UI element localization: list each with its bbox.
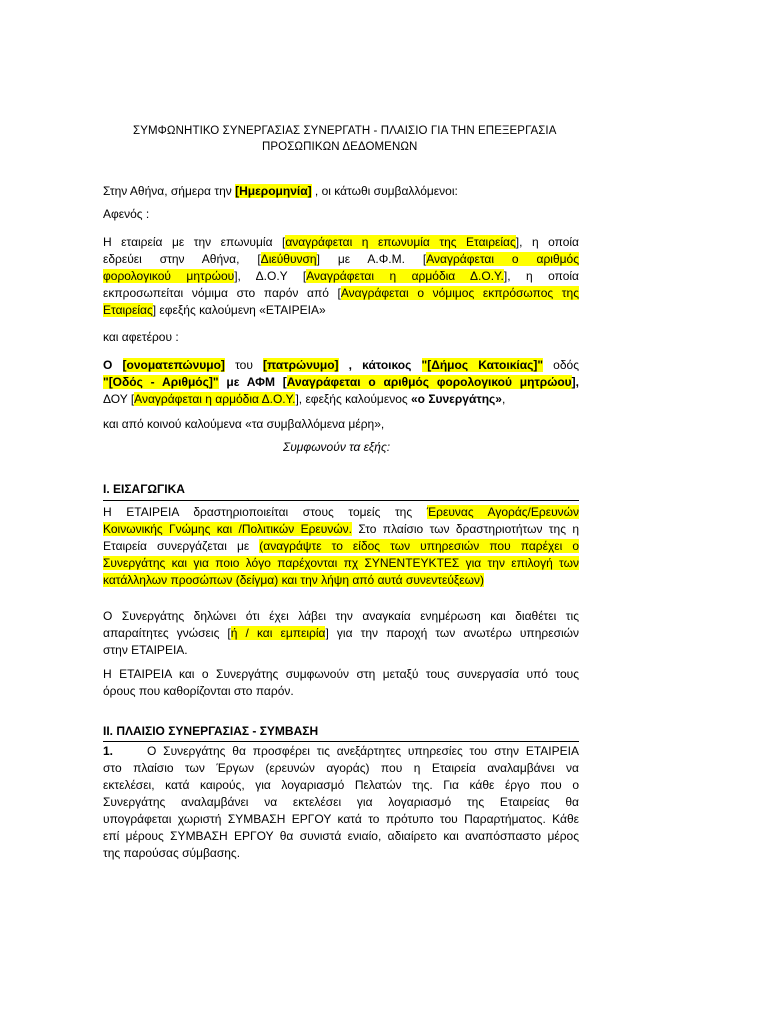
party2-l3-text-d: , — [501, 392, 506, 406]
s1-p1-l3-text: Εταιρεία συνεργάζεται με — [103, 539, 260, 553]
party1-representative-placeholder-cont: Εταιρείας — [103, 303, 153, 317]
party1-afm-placeholder: Αναγράφεται ο αριθμός — [426, 252, 579, 266]
s1-services-placeholder-end: κατάλληλων προσώπων (δείγμα) και την λήψη από αυτά συνεντεύξεων) — [103, 573, 484, 587]
party1-line4 — [103, 286, 579, 301]
party2-street-placeholder: "[Οδός - Αριθμός]" — [103, 375, 219, 389]
section1-p2-line1: Ο Συνεργάτης δηλώνει ότι έχει λάβει την αναγκαία ενημέρωση και διαθέτει τις — [103, 609, 579, 623]
party1-l2-text-a: εδρεύει στην Αθήνα, [ — [103, 252, 261, 266]
party1-representative-placeholder: Αναγράφεται ο νόμιμος εκπρόσωπος της — [340, 286, 579, 300]
party1-l3-text-b: ], η οποία — [503, 269, 579, 283]
section2-line6: επί μέρους ΣΥΜΒΑΣΗ ΕΡΓΟΥ θα συνιστά ενιαίο, αδιαίρετο και αναπόσπαστο μέρος — [103, 829, 579, 843]
party1-line1 — [103, 235, 579, 250]
party2-line3 — [103, 392, 505, 407]
section1-p1-line2 — [103, 522, 579, 537]
intro-post: , οι κάτωθι συμβαλλόμενοι: — [311, 184, 458, 198]
s1-services-placeholder-cont: Συνεργάτης και για ποιο λόγο παρέχονται πχ ΣΥΝΕΝΤΕΥΚΤΕΣ για την επιλογή των — [103, 556, 579, 570]
section2-line3: εκτελέσει, κατά καιρούς, για λογαριασμό Πελατών της. Για κάθε έργο που ο — [103, 778, 579, 792]
intro-line — [103, 184, 458, 199]
s1-research-fields-placeholder: Έρευνας Αγοράς/Ερευνών — [426, 505, 579, 519]
party1-line5 — [103, 303, 326, 318]
party1-l1-text-a: Η εταιρεία με την επωνυμία [ — [103, 235, 286, 249]
section1-p1-line3 — [103, 539, 579, 554]
party1-l5-text: ] εφεξής καλούμενη «ΕΤΑΙΡΕΙΑ» — [152, 303, 326, 317]
section2-num: 1. — [103, 744, 114, 758]
s1-research-fields-placeholder-cont: Κοινωνικής Γνώμης και /Πολιτικών Ερευνών. — [103, 522, 353, 536]
section1-rule — [103, 500, 579, 501]
party2-l2-text-b: ], — [571, 375, 579, 389]
document-title-line2: ΠΡΟΣΩΠΙΚΩΝ ΔΕΔΟΜΕΝΩΝ — [262, 141, 418, 153]
section1-p1-line1 — [103, 505, 579, 520]
s1-services-placeholder: (αναγράψτε το είδος των υπηρεσιών που παρέχει ο — [259, 539, 579, 553]
date-placeholder: [Ημερομηνία] — [235, 184, 312, 198]
party1-l1-text-b: ], η οποία — [515, 235, 579, 249]
party2-doy-placeholder: Αναγράφεται η αρμόδια Δ.Ο.Υ. — [134, 392, 296, 406]
party2-l1-text-b: του — [224, 358, 264, 372]
section1-heading: Ι. ΕΙΣΑΓΩΓΙΚΑ — [103, 482, 185, 496]
party2-l1-text-c: , κάτοικος — [338, 358, 422, 372]
party2-l3-text-b: ], εφεξής καλούμενος — [295, 392, 411, 406]
section2-rule — [103, 741, 579, 742]
common-name-line: και από κοινού καλούμενα «τα συμβαλλόμενα μέρη», — [103, 417, 385, 431]
s1-p1-l1-text: Η ΕΤΑΙΡΕΙΑ δραστηριοποιείται στους τομείς της — [103, 505, 427, 519]
section1-p2-line2 — [103, 626, 579, 641]
agree-line: Συμφωνούν τα εξής: — [283, 440, 391, 454]
party1-company-name-placeholder: αναγράφεται η επωνυμία της Εταιρείας — [285, 235, 516, 249]
party1-label: Αφενός : — [103, 207, 150, 221]
section2-line7: της παρούσας σύμβασης. — [103, 846, 241, 860]
party2-fullname-placeholder: [ονοματεπώνυμο] — [122, 358, 225, 372]
party2-label: και αφετέρου : — [103, 330, 179, 344]
s1-experience-placeholder: ή / και εμπειρία — [230, 626, 326, 640]
party1-l2-text-b: ] με Α.Φ.Μ. [ — [316, 252, 427, 266]
party1-afm-placeholder-cont: φορολογικού μητρώου — [103, 269, 235, 283]
party2-called-as: «ο Συνεργάτης» — [410, 392, 502, 406]
party2-fathername-placeholder: [πατρώνυμο] — [263, 358, 339, 372]
party1-doy-placeholder: Αναγράφεται η αρμόδια Δ.Ο.Υ. — [306, 269, 504, 283]
section1-p3-line1: Η ΕΤΑΙΡΕΙΑ και ο Συνεργάτης συμφωνούν στη μεταξύ τους συνεργασία υπό τους — [103, 667, 579, 681]
party2-afm-placeholder: Αναγράφεται ο αριθμός φορολογικού μητρώου — [286, 375, 572, 389]
s1-p2-l2-text-a: απαραίτητες γνώσεις [ — [103, 626, 231, 640]
document-title-line1: ΣΥΜΦΩΝΗΤΙΚΟ ΣΥΝΕΡΓΑΣΙΑΣ ΣΥΝΕΡΓΑΤΗ - ΠΛΑΙΣΙΟ ΓΙΑ ΤΗΝ ΕΠΕΞΕΡΓΑΣΙΑ — [133, 125, 557, 137]
party2-l3-text-a: ΔΟΥ [ — [103, 392, 135, 406]
s1-p2-l2-text-b: ] για την παροχή των ανωτέρω υπηρεσιών — [325, 626, 579, 640]
party1-line2 — [103, 252, 579, 267]
section2-line4: Συνεργάτης αναλαμβάνει να εκτελέσει για λογαριασμό της Εταιρείας θα — [103, 795, 579, 809]
s1-p1-l2-text: Στο πλαίσιο των δραστηριοτήτων της η — [352, 522, 579, 536]
party1-line3 — [103, 269, 579, 284]
party2-l1-text-d: οδός — [543, 358, 579, 372]
party2-l1-text-a: Ο — [103, 358, 123, 372]
party2-line2 — [103, 375, 579, 390]
section1-p3-line2: όρους που καθορίζονται στο παρόν. — [103, 684, 294, 698]
section2-line1: Ο Συνεργάτης θα προσφέρει τις ανεξάρτητες υπηρεσίες του στην ΕΤΑΙΡΕΙΑ — [147, 744, 579, 758]
party1-l3-text-a: ], Δ.Ο.Υ [ — [234, 269, 307, 283]
party2-l2-text-a: με ΑΦΜ [ — [218, 375, 287, 389]
party2-line1 — [103, 358, 579, 373]
party1-l4-text-a: εκπροσωπείται νόμιμα στο παρόν από [ — [103, 286, 341, 300]
party2-municipality-placeholder: "[Δήμος Κατοικίας]" — [421, 358, 544, 372]
section2-item-number — [103, 744, 113, 759]
section1-p1-line4 — [103, 556, 579, 571]
section2-line5: υπογράφεται χωριστή ΣΥΜΒΑΣΗ ΕΡΓΟΥ κατά το πρότυπο του Παραρτήματος. Κάθε — [103, 812, 579, 826]
section2-heading: ΙΙ. ΠΛΑΙΣΙΟ ΣΥΝΕΡΓΑΣΙΑΣ - ΣΥΜΒΑΣΗ — [103, 724, 319, 738]
section1-p1-line5 — [103, 573, 484, 588]
section2-line2: στο πλαίσιο των Έργων (ερευνών αγοράς) που η Εταιρεία αναλαμβάνει να — [103, 761, 579, 775]
section1-p2-line3: στην ΕΤΑΙΡΕΙΑ. — [103, 643, 188, 657]
party1-address-placeholder: Διεύθυνση — [260, 252, 317, 266]
intro-pre: Στην Αθήνα, σήμερα την — [103, 184, 236, 198]
